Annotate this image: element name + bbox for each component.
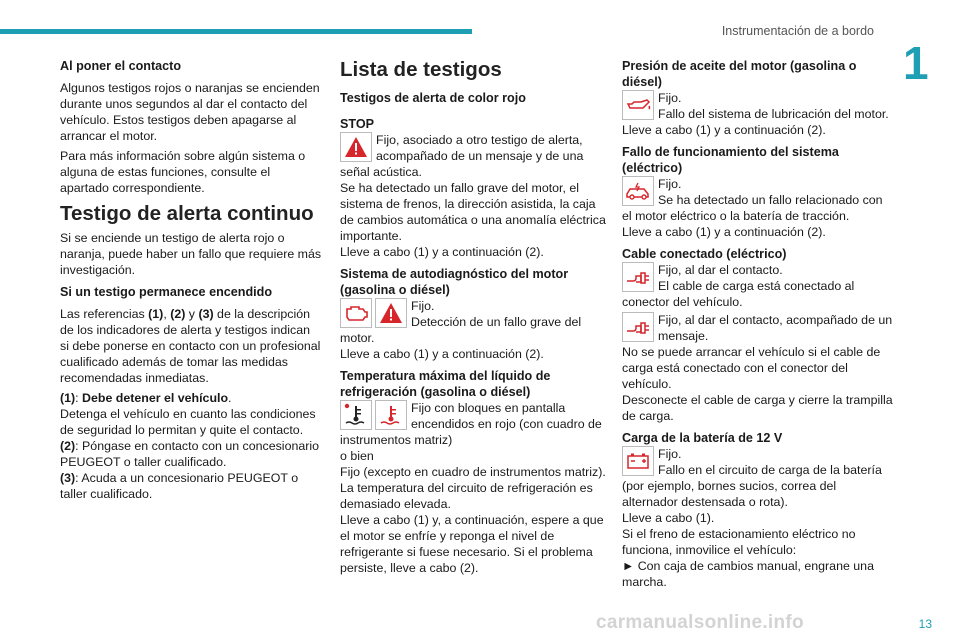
text: Fijo. bbox=[411, 299, 435, 313]
elec-block bbox=[622, 176, 894, 224]
list-item-1 bbox=[60, 390, 322, 406]
list-item-2 bbox=[60, 438, 322, 470]
paragraph: Lleve a cabo (1) y a continuación (2). bbox=[340, 245, 544, 259]
temp-icon-group bbox=[340, 400, 407, 430]
heading-cable-conectado: Cable conectado (eléctrico) bbox=[622, 247, 787, 261]
heading-presion-aceite: Presión de aceite del motor (gasolina o diésel) bbox=[622, 59, 857, 89]
heading-lista-testigos: Lista de testigos bbox=[340, 58, 502, 81]
text: Fijo, al dar el contacto. bbox=[658, 263, 783, 277]
engine-diagnostic-icon bbox=[340, 298, 372, 328]
text: Fijo. bbox=[658, 447, 682, 461]
text: . bbox=[228, 391, 232, 405]
text: Fallo del sistema de lubricación del motor. bbox=[658, 107, 889, 121]
cable-icon-group bbox=[622, 312, 654, 342]
temp-block bbox=[340, 400, 606, 448]
coolant-temperature-icon bbox=[340, 400, 372, 430]
text: de la descripción de los indicadores de alerta y testigos indican si debe ponerse en contacto con un profesional cualificado además de tomar las medidas recomendadas inmediatas. bbox=[60, 307, 321, 385]
column-1 bbox=[60, 58, 322, 502]
cable-icon-group bbox=[622, 262, 654, 292]
paragraph-referencias bbox=[60, 306, 322, 386]
paragraph: La temperatura del circuito de refrigeración es demasiado elevada. bbox=[340, 481, 593, 511]
text: y bbox=[185, 307, 199, 321]
header-accent-bar bbox=[0, 29, 472, 34]
ref-1: (1) bbox=[60, 391, 76, 405]
paragraph: o bien bbox=[340, 449, 374, 463]
elec-icon-group bbox=[622, 176, 654, 206]
paragraph: Desconecte el cable de carga y cierre la trampilla de carga. bbox=[622, 393, 893, 423]
heading-autodiagnostico: Sistema de autodiagnóstico del motor (gasolina o diésel) bbox=[340, 267, 569, 297]
text: Fijo, asociado a otro testigo de alerta, acompañado de un mensaje y de una señal acústica. bbox=[340, 133, 584, 179]
text: : Acuda a un concesionario PEUGEOT o taller cualificado. bbox=[60, 471, 299, 501]
heading-al-poner-contacto: Al poner el contacto bbox=[60, 59, 182, 73]
battery-charge-icon bbox=[622, 446, 654, 476]
paragraph: Fijo (excepto en cuadro de instrumentos matriz). bbox=[340, 465, 606, 479]
text: Detección de un fallo grave del motor. bbox=[340, 315, 582, 345]
ref-3: (3) bbox=[198, 307, 214, 321]
bold-text: Debe detener el vehículo bbox=[82, 391, 229, 405]
heading-stop: STOP bbox=[340, 117, 375, 131]
paragraph: Si el freno de estacionamiento eléctrico no funciona, inmovilice el vehículo: bbox=[622, 527, 856, 557]
text: Se ha detectado un fallo relacionado con el motor eléctrico o la batería de tracción. bbox=[622, 193, 883, 223]
paragraph: Lleve a cabo (1) y a continuación (2). bbox=[622, 123, 826, 137]
paragraph: Lleve a cabo (1). bbox=[622, 511, 715, 525]
battery-block bbox=[622, 446, 894, 510]
paragraph: Lleve a cabo (1) y, a continuación, espere a que el motor se enfríe y reponga el nivel de refrigerante si fuese necesario. Si el problema persiste, lleve a cabo (2). bbox=[340, 513, 604, 575]
page-number: 13 bbox=[918, 617, 932, 631]
diag-icon-group bbox=[340, 298, 407, 328]
text: Fijo. bbox=[658, 91, 682, 105]
ref-2: (2) bbox=[170, 307, 186, 321]
cable-connected-icon bbox=[622, 312, 654, 342]
oil-block bbox=[622, 90, 894, 122]
paragraph: Detenga el vehículo en cuanto las condiciones de seguridad lo permitan y quite el contacto. bbox=[60, 407, 316, 437]
column-3 bbox=[622, 58, 894, 590]
text: Fijo con bloques en pantalla encendidos en rojo (con cuadro de instrumentos matriz) bbox=[340, 401, 602, 447]
list-item-3 bbox=[60, 470, 322, 502]
text: , bbox=[163, 307, 171, 321]
paragraph: Si se enciende un testigo de alerta rojo o naranja, puede haber un fallo que requiere más investigación. bbox=[60, 231, 322, 277]
paragraph: Algunos testigos rojos o naranjas se encienden durante unos segundos al dar el contacto del vehículo. Estos testigos deben apagarse al arrancar el motor. bbox=[60, 81, 320, 143]
ref-2: (2) bbox=[60, 439, 76, 453]
cable-block-1 bbox=[622, 262, 894, 310]
electric-system-fault-icon bbox=[622, 176, 654, 206]
text: : Póngase en contacto con un concesionario PEUGEOT o taller cualificado. bbox=[60, 439, 320, 469]
text: : bbox=[75, 391, 83, 405]
coolant-temperature-icon bbox=[375, 400, 407, 430]
heading-temperatura: Temperatura máxima del líquido de refrigeración (gasolina o diésel) bbox=[340, 369, 551, 399]
diag-block bbox=[340, 298, 606, 346]
heading-fallo-sistema: Fallo de funcionamiento del sistema (eléctrico) bbox=[622, 145, 839, 175]
text: Fijo, al dar el contacto, acompañado de un mensaje. bbox=[658, 313, 893, 343]
text: Fijo. bbox=[658, 177, 682, 191]
watermark: carmanualsonline.info bbox=[596, 612, 804, 633]
heading-bateria-12v: Carga de la batería de 12 V bbox=[622, 431, 783, 445]
paragraph: No se puede arrancar el vehículo si el cable de carga está conectado con el conector del vehículo. bbox=[622, 345, 881, 391]
cable-connected-icon bbox=[622, 262, 654, 292]
heading-testigo-continuo: Testigo de alerta continuo bbox=[60, 202, 314, 225]
stop-warning-icon bbox=[340, 132, 372, 162]
paragraph: ► Con caja de cambios manual, engrane una marcha. bbox=[622, 559, 874, 589]
stop-icon-group bbox=[340, 132, 372, 162]
paragraph: Lleve a cabo (1) y a continuación (2). bbox=[622, 225, 826, 239]
chapter-number: 1 bbox=[903, 37, 929, 89]
paragraph: Lleve a cabo (1) y a continuación (2). bbox=[340, 347, 544, 361]
text: Fallo en el circuito de carga de la batería (por ejemplo, bornes sucios, correa del alternador destensada o rota). bbox=[622, 463, 882, 509]
text: Las referencias bbox=[60, 307, 149, 321]
heading-permanece-encendido: Si un testigo permanece encendido bbox=[60, 285, 273, 299]
stop-block bbox=[340, 132, 606, 180]
text: El cable de carga está conectado al conector del vehículo. bbox=[622, 279, 855, 309]
heading-testigos-rojos: Testigos de alerta de color rojo bbox=[340, 91, 526, 105]
paragraph: Para más información sobre algún sistema o alguna de estas funciones, consulte el apartado correspondiente. bbox=[60, 149, 306, 195]
stop-warning-icon bbox=[375, 298, 407, 328]
ref-3: (3) bbox=[60, 471, 76, 485]
oil-pressure-icon bbox=[622, 90, 654, 120]
paragraph: Se ha detectado un fallo grave del motor, el sistema de frenos, la dirección asistida, la caja de cambios automática o una anomalía eléctrica importante. bbox=[340, 181, 606, 243]
column-2 bbox=[340, 58, 606, 580]
battery-icon-group bbox=[622, 446, 654, 476]
ref-1: (1) bbox=[148, 307, 164, 321]
cable-block-2 bbox=[622, 312, 894, 344]
oil-icon-group bbox=[622, 90, 654, 120]
header-title: Instrumentación de a bordo bbox=[721, 24, 874, 38]
